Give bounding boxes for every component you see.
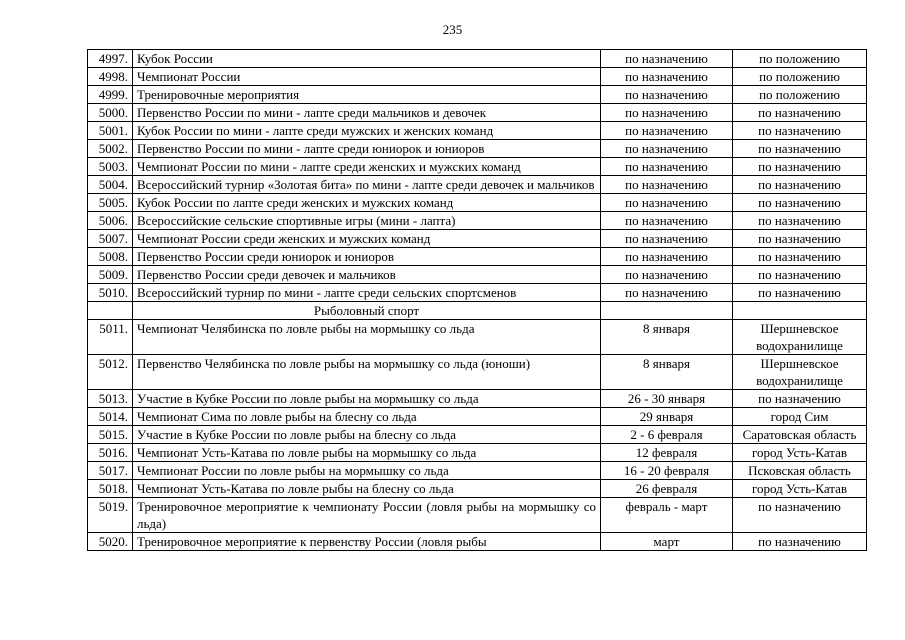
row-number: 4998.	[88, 68, 133, 86]
event-name: Чемпионат Сима по ловле рыбы на блесну со льда	[133, 408, 601, 426]
event-date: 8 января	[601, 355, 733, 390]
event-name: Чемпионат России	[133, 68, 601, 86]
row-number: 5004.	[88, 176, 133, 194]
event-place: по назначению	[733, 533, 867, 551]
event-place: по назначению	[733, 176, 867, 194]
row-number: 5012.	[88, 355, 133, 390]
table-row	[88, 498, 867, 533]
event-date: по назначению	[601, 284, 733, 302]
table-row	[88, 462, 867, 480]
table-row	[88, 408, 867, 426]
row-number: 4999.	[88, 86, 133, 104]
event-name: Первенство России среди юниорок и юниоров	[133, 248, 601, 266]
event-name: Тренировочное мероприятие к чемпионату России (ловля рыбы на мормышку со льда)	[133, 498, 601, 533]
event-place: по назначению	[733, 104, 867, 122]
event-name: Всероссийские сельские спортивные игры (мини - лапта)	[133, 212, 601, 230]
row-number: 5002.	[88, 140, 133, 158]
event-name: Участие в Кубке России по ловле рыбы на блесну со льда	[133, 426, 601, 444]
event-name: Чемпионат Усть-Катава по ловле рыбы на мормышку со льда	[133, 444, 601, 462]
event-name: Чемпионат России по мини - лапте среди женских и мужских команд	[133, 158, 601, 176]
event-place: по назначению	[733, 194, 867, 212]
event-date: по назначению	[601, 50, 733, 68]
table-row	[88, 426, 867, 444]
event-name: Чемпионат Усть-Катава по ловле рыбы на блесну со льда	[133, 480, 601, 498]
event-place: Шершневское водохранилище	[733, 355, 867, 390]
event-date: 16 - 20 февраля	[601, 462, 733, 480]
event-date: 26 февраля	[601, 480, 733, 498]
section-place-cell	[733, 302, 867, 320]
row-number: 5005.	[88, 194, 133, 212]
table-row	[88, 355, 867, 390]
table-row	[88, 284, 867, 302]
page-number: 235	[442, 22, 463, 37]
event-date: 26 - 30 января	[601, 390, 733, 408]
event-place: город Усть-Катав	[733, 444, 867, 462]
event-date: 29 января	[601, 408, 733, 426]
event-place: по назначению	[733, 212, 867, 230]
section-title: Рыболовный спорт	[133, 302, 601, 320]
table-row	[88, 320, 867, 355]
table-row	[88, 230, 867, 248]
event-name: Первенство Челябинска по ловле рыбы на мормышку со льда (юноши)	[133, 355, 601, 390]
event-date: 8 января	[601, 320, 733, 355]
table-row	[88, 248, 867, 266]
event-date: по назначению	[601, 230, 733, 248]
event-date: по назначению	[601, 158, 733, 176]
event-place: Шершневское водохранилище	[733, 320, 867, 355]
event-name: Всероссийский турнир «Золотая бита» по мини - лапте среди девочек и мальчиков	[133, 176, 601, 194]
table-row	[88, 104, 867, 122]
event-place: город Усть-Катав	[733, 480, 867, 498]
row-number: 5015.	[88, 426, 133, 444]
event-name: Чемпионат России по ловле рыбы на мормышку со льда	[133, 462, 601, 480]
row-number: 5019.	[88, 498, 133, 533]
event-name: Тренировочное мероприятие к первенству России (ловля рыбы	[133, 533, 601, 551]
event-date: по назначению	[601, 122, 733, 140]
row-number: 5007.	[88, 230, 133, 248]
table-row	[88, 122, 867, 140]
event-date: по назначению	[601, 104, 733, 122]
event-place: по назначению	[733, 498, 867, 533]
event-place: по назначению	[733, 248, 867, 266]
section-num-cell	[88, 302, 133, 320]
row-number: 5000.	[88, 104, 133, 122]
event-date: по назначению	[601, 266, 733, 284]
row-number: 5010.	[88, 284, 133, 302]
event-name: Всероссийский турнир по мини - лапте среди сельских спортсменов	[133, 284, 601, 302]
table-body	[88, 50, 867, 551]
table-row	[88, 390, 867, 408]
event-date: по назначению	[601, 68, 733, 86]
row-number: 5014.	[88, 408, 133, 426]
section-date-cell	[601, 302, 733, 320]
table-row	[88, 266, 867, 284]
row-number: 5009.	[88, 266, 133, 284]
row-number: 5017.	[88, 462, 133, 480]
event-date: 2 - 6 февраля	[601, 426, 733, 444]
event-date: по назначению	[601, 140, 733, 158]
row-number: 5018.	[88, 480, 133, 498]
event-place: по назначению	[733, 122, 867, 140]
event-place: по назначению	[733, 158, 867, 176]
event-place: по назначению	[733, 140, 867, 158]
table-row	[88, 194, 867, 212]
event-name: Кубок России	[133, 50, 601, 68]
event-place: по назначению	[733, 284, 867, 302]
event-name: Кубок России по лапте среди женских и мужских команд	[133, 194, 601, 212]
table-row	[88, 480, 867, 498]
event-place: по положению	[733, 68, 867, 86]
event-date: март	[601, 533, 733, 551]
row-number: 5011.	[88, 320, 133, 355]
section-row	[88, 302, 867, 320]
event-name: Чемпионат Челябинска по ловле рыбы на мормышку со льда	[133, 320, 601, 355]
row-number: 5008.	[88, 248, 133, 266]
event-name: Тренировочные мероприятия	[133, 86, 601, 104]
event-name: Первенство России по мини - лапте среди мальчиков и девочек	[133, 104, 601, 122]
event-place: по назначению	[733, 390, 867, 408]
event-name: Первенство России по мини - лапте среди юниорок и юниоров	[133, 140, 601, 158]
event-name: Участие в Кубке России по ловле рыбы на мормышку со льда	[133, 390, 601, 408]
event-date: 12 февраля	[601, 444, 733, 462]
row-number: 5013.	[88, 390, 133, 408]
table-row	[88, 68, 867, 86]
row-number: 4997.	[88, 50, 133, 68]
row-number: 5006.	[88, 212, 133, 230]
event-place: Псковская область	[733, 462, 867, 480]
table-row	[88, 50, 867, 68]
table-row	[88, 140, 867, 158]
event-date: по назначению	[601, 194, 733, 212]
table-row	[88, 158, 867, 176]
event-date: по назначению	[601, 212, 733, 230]
row-number: 5020.	[88, 533, 133, 551]
table-row	[88, 86, 867, 104]
event-date: февраль - март	[601, 498, 733, 533]
events-table	[87, 49, 867, 551]
table-row	[88, 212, 867, 230]
event-place: по положению	[733, 86, 867, 104]
event-place: по положению	[733, 50, 867, 68]
row-number: 5016.	[88, 444, 133, 462]
event-date: по назначению	[601, 248, 733, 266]
event-date: по назначению	[601, 86, 733, 104]
table-row	[88, 533, 867, 551]
event-name: Чемпионат России среди женских и мужских команд	[133, 230, 601, 248]
row-number: 5001.	[88, 122, 133, 140]
row-number: 5003.	[88, 158, 133, 176]
event-name: Кубок России по мини - лапте среди мужских и женских команд	[133, 122, 601, 140]
event-name: Первенство России среди девочек и мальчиков	[133, 266, 601, 284]
event-place: по назначению	[733, 266, 867, 284]
event-date: по назначению	[601, 176, 733, 194]
event-place: по назначению	[733, 230, 867, 248]
table-row	[88, 444, 867, 462]
event-place: город Сим	[733, 408, 867, 426]
table-row	[88, 176, 867, 194]
event-place: Саратовская область	[733, 426, 867, 444]
